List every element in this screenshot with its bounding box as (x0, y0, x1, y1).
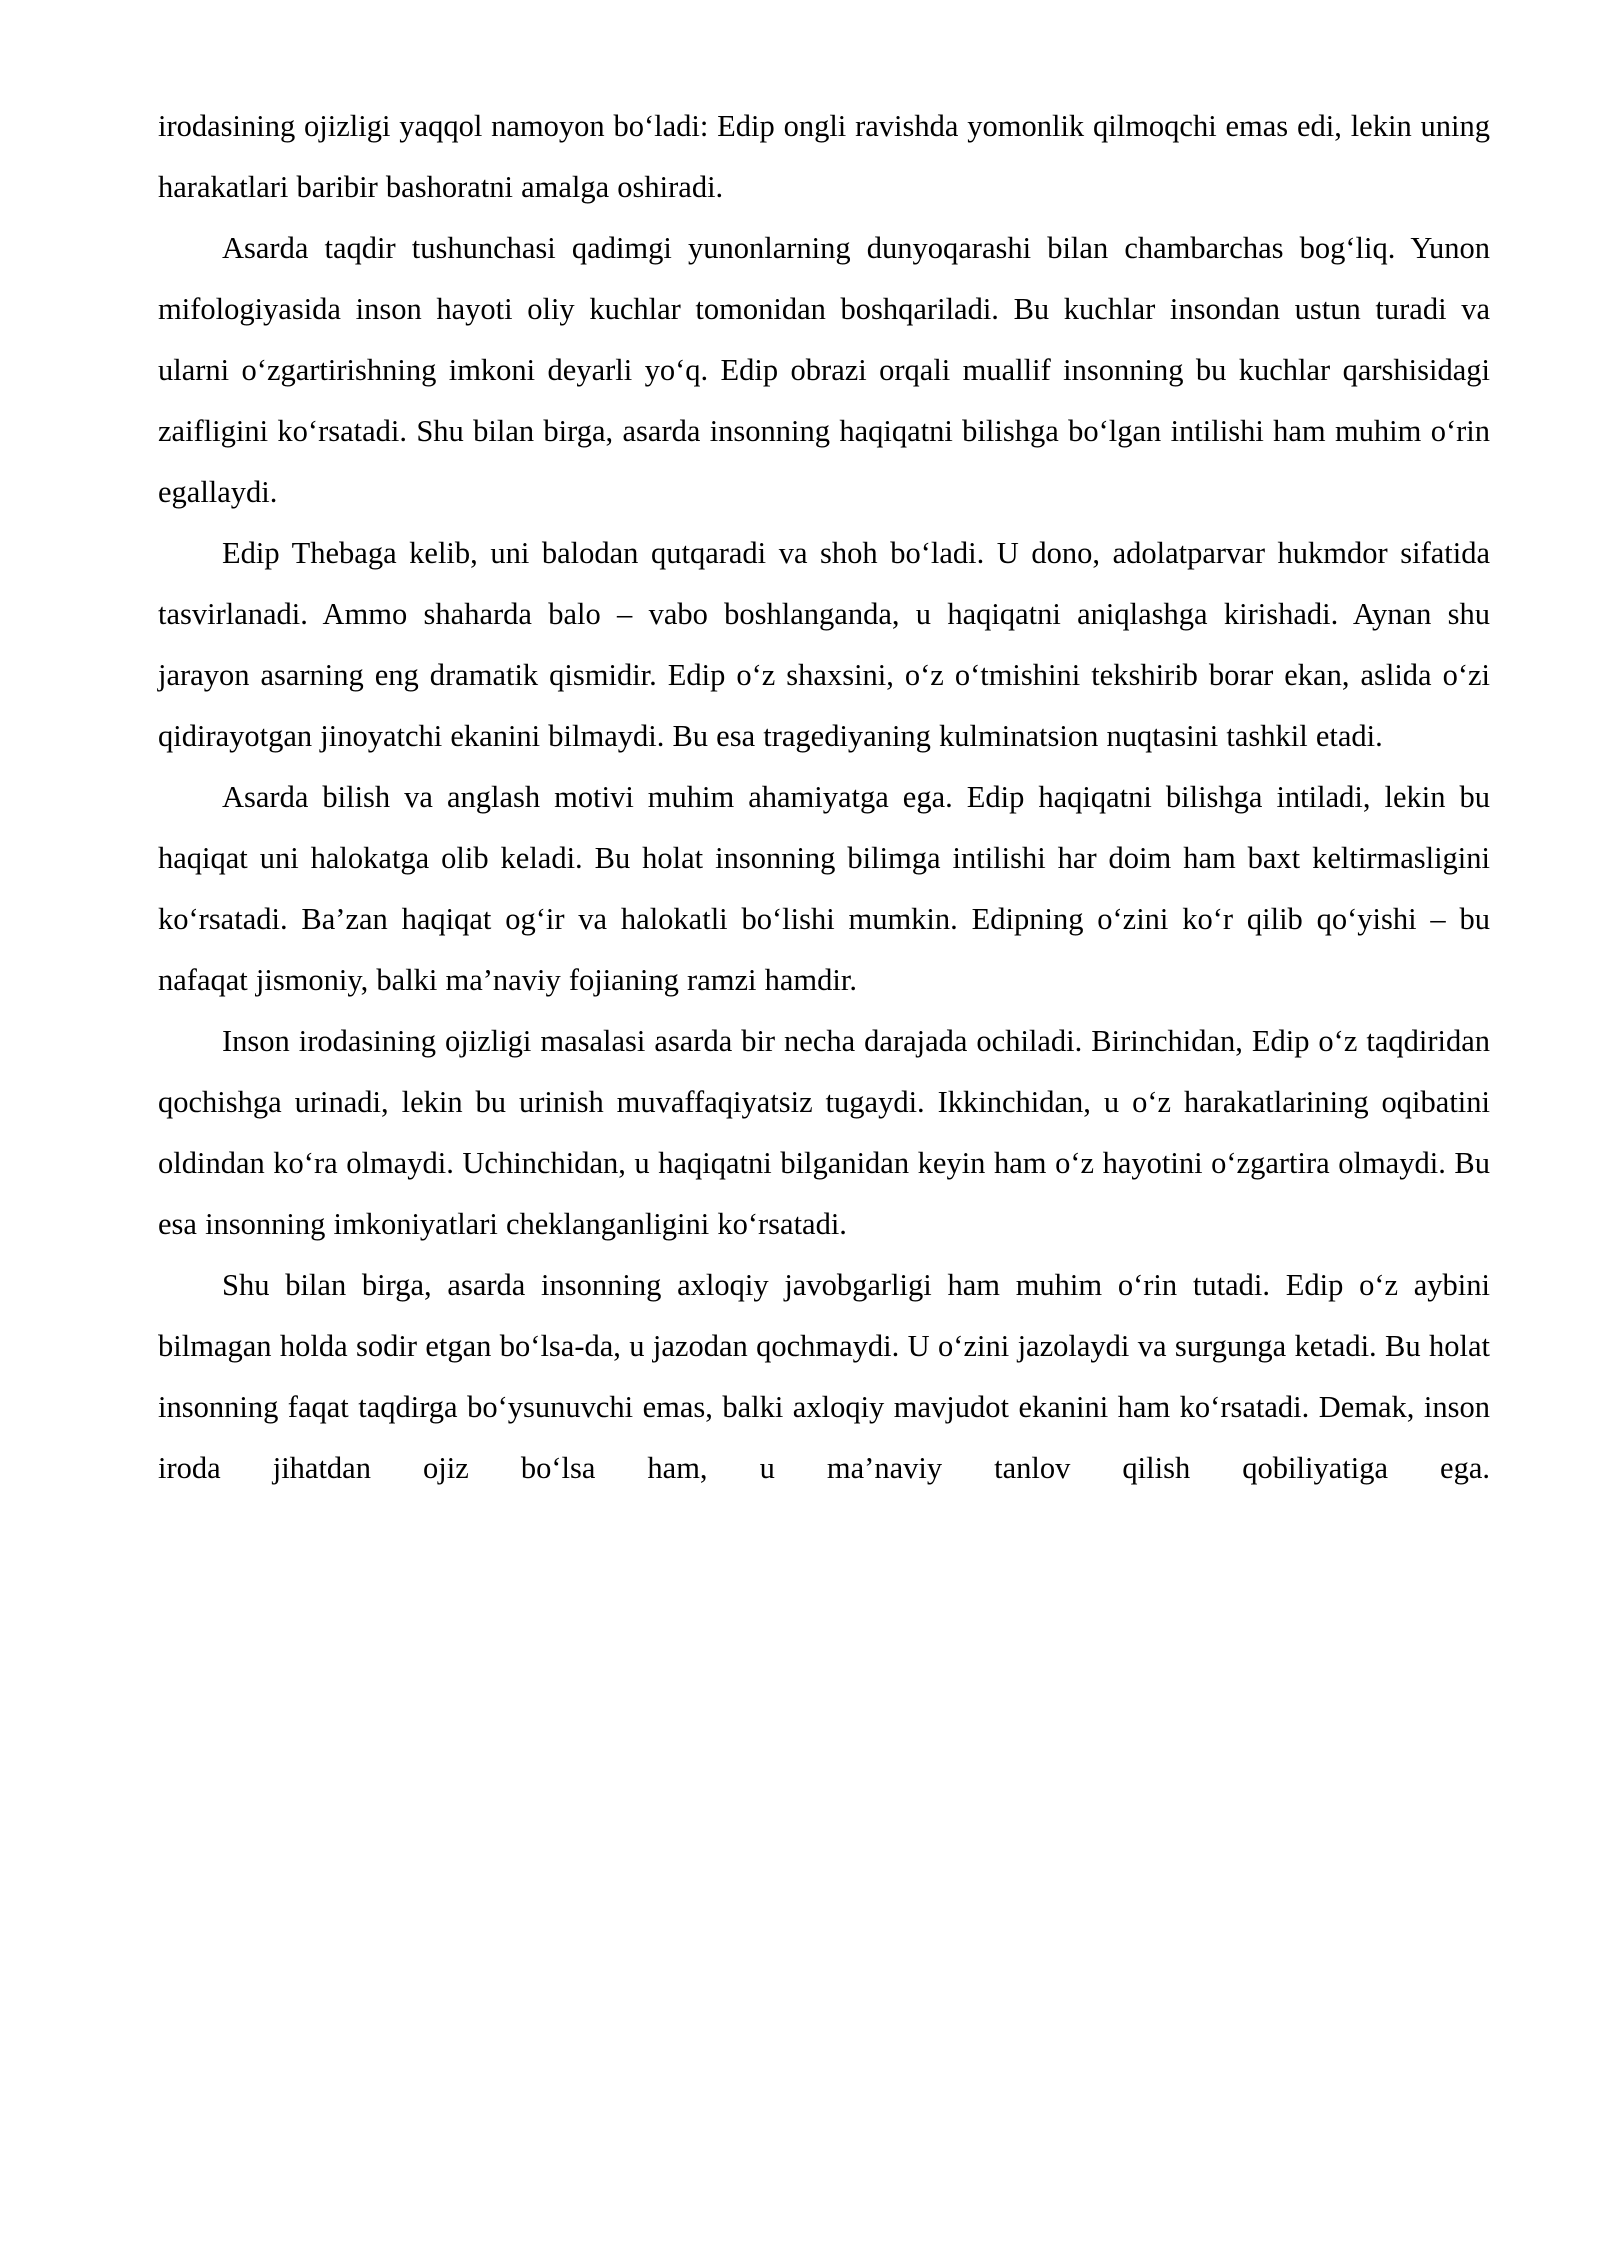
paragraph-6: Shu bilan birga, asarda insonning axloqiy javobgarligi ham muhim o‘rin tutadi. Edip o‘z aybini bilmagan holda sodir etgan bo‘lsa-da, u jazodan qochmaydi. U o‘zini jazolaydi va surgunga ketadi. Bu holat insonning faqat taqdirga bo‘ysunuvchi emas, balki axloqiy mavjudot ekanini ham ko‘rsatadi. Demak, inson iroda jihatdan ojiz bo‘lsa ham, u ma’naviy tanlov qilish qobiliyatiga ega. (158, 1268, 1490, 1485)
paragraph-2: Asarda taqdir tushunchasi qadimgi yunonlarning dunyoqarashi bilan chambarchas bog‘liq. Yunon mifologiyasida inson hayoti oliy kuchlar tomonidan boshqariladi. Bu kuchlar insondan ustun turadi va ularni o‘zgartirishning imkoni deyarli yo‘q. Edip obrazi orqali muallif insonning bu kuchlar qarshisidagi zaifligini ko‘rsatadi. Shu bilan birga, asarda insonning haqiqatni bilishga bo‘lgan intilishi ham muhim o‘rin egallaydi. (158, 231, 1490, 509)
paragraph-3: Edip Thebaga kelib, uni balodan qutqaradi va shoh bo‘ladi. U dono, adolatparvar hukmdor sifatida tasvirlanadi. Ammo shaharda balo – vabo boshlanganda, u haqiqatni aniqlashga kirishadi. Aynan shu jarayon asarning eng dramatik qismidir. Edip o‘z shaxsini, o‘z o‘tmishini tekshirib borar ekan, aslida o‘zi qidirayotgan jinoyatchi ekanini bilmaydi. Bu esa tragediyaning kulminatsion nuqtasini tashkil etadi. (158, 536, 1490, 753)
paragraph-1: irodasining ojizligi yaqqol namoyon bo‘ladi: Edip ongli ravishda yomonlik qilmoqchi emas edi, lekin uning harakatlari baribir bashoratni amalga oshiradi. (158, 109, 1490, 204)
paragraph-5: Inson irodasining ojizligi masalasi asarda bir necha darajada ochiladi. Birinchidan, Edip o‘z taqdiridan qochishga urinadi, lekin bu urinish muvaffaqiyatsiz tugaydi. Ikkinchidan, u o‘z harakatlarining oqibatini oldindan ko‘ra olmaydi. Uchinchidan, u haqiqatni bilganidan keyin ham o‘z hayotini o‘zgartira olmaydi. Bu esa insonning imkoniyatlari cheklanganligini ko‘rsatadi. (158, 1024, 1490, 1241)
document-body (158, 96, 1490, 1560)
paragraph-4: Asarda bilish va anglash motivi muhim ahamiyatga ega. Edip haqiqatni bilishga intiladi, lekin bu haqiqat uni halokatga olib keladi. Bu holat insonning bilimga intilishi har doim ham baxt keltirmasligini ko‘rsatadi. Ba’zan haqiqat og‘ir va halokatli bo‘lishi mumkin. Edipning o‘zini ko‘r qilib qo‘yishi – bu nafaqat jismoniy, balki ma’naviy fojianing ramzi hamdir. (158, 780, 1490, 997)
